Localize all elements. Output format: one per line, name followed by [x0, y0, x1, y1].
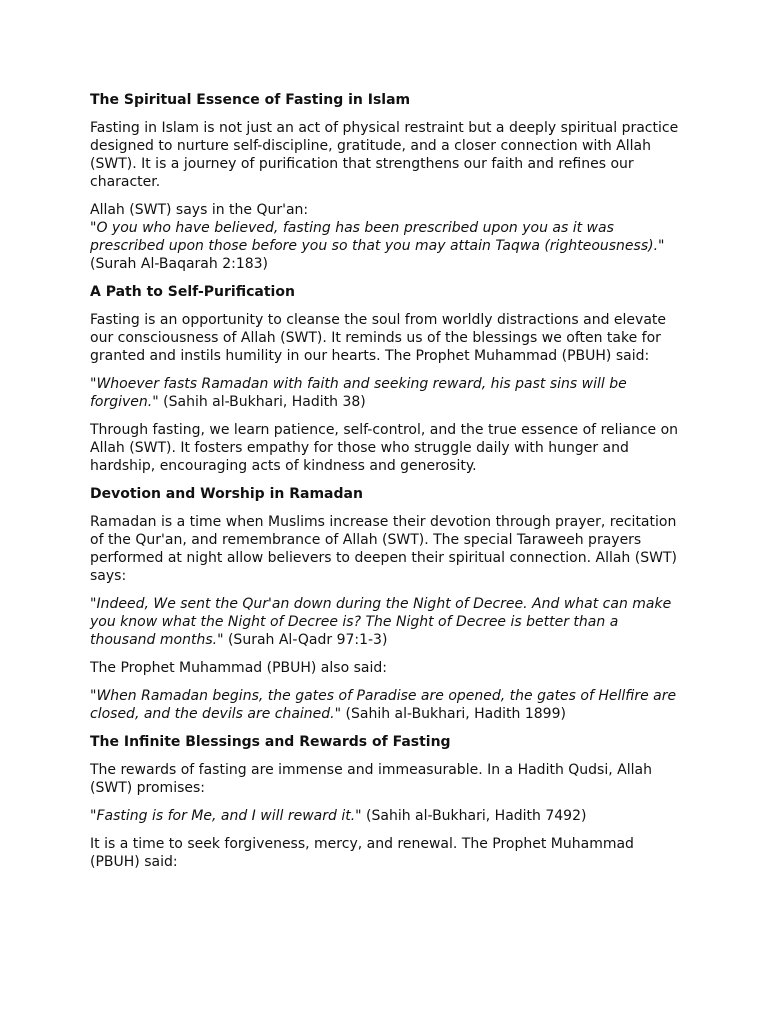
- section-heading-blessings: The Infinite Blessings and Rewards of Fasting: [90, 734, 451, 750]
- qadr-quote-block: "Indeed, We sent the Qur'an down during the Night of Decree. And what can make you know what the Night of Decree is? The Night of Decree is better than a thousand months." (Surah Al-Qadr 97:1-3): [90, 596, 672, 648]
- blessings-paragraph: The rewards of fasting are immense and immeasurable. In a Hadith Qudsi, Allah (SWT) promises:: [90, 762, 652, 796]
- hadith-quote: Whoever fasts Ramadan with faith and seeking reward, his past sins will be forgiven.: [90, 376, 627, 410]
- document-title: The Spiritual Essence of Fasting in Islam: [90, 92, 411, 108]
- devotion-paragraph: Ramadan is a time when Muslims increase their devotion through prayer, recitation of the Qur'an, and remembrance of Allah (SWT). The special Taraweeh prayers performed at night allow believers to deepen their spiritual connection. Allah (SWT) says:: [90, 514, 677, 584]
- patience-paragraph: Through fasting, we learn patience, self-control, and the true essence of reliance on Allah (SWT). It fosters empathy for those who struggle daily with hunger and hardship, encouraging acts of kindness and generosity.: [90, 422, 679, 474]
- qadr-quote: Indeed, We sent the Qur'an down during the Night of Decree. And what can make you know what the Night of Decree is? The Night of Decree is better than a thousand months.: [90, 596, 672, 648]
- hadith-reference: (Sahih al-Bukhari, Hadith 38): [163, 394, 366, 410]
- ramadan-gates-quote: When Ramadan begins, the gates of Paradise are opened, the gates of Hellfire are closed, and the devils are chained.: [90, 688, 677, 722]
- qudsi-quote-block: "Fasting is for Me, and I will reward it." (Sahih al-Bukhari, Hadith 7492): [90, 808, 587, 824]
- qudsi-quote: Fasting is for Me, and I will reward it.: [96, 808, 356, 824]
- prophet-also-said: The Prophet Muhammad (PBUH) also said:: [90, 660, 387, 676]
- quran-reference: (Surah Al-Baqarah 2:183): [90, 256, 269, 272]
- self-purification-paragraph: Fasting is an opportunity to cleanse the soul from worldly distractions and elevate our consciousness of Allah (SWT). It reminds us of the blessings we often take for granted and instils humility in our hearts. The Prophet Muhammad (PBUH) said:: [90, 312, 667, 364]
- ramadan-gates-quote-block: "When Ramadan begins, the gates of Paradise are opened, the gates of Hellfire are closed, and the devils are chained." (Sahih al-Bukhari, Hadith 1899): [90, 688, 677, 722]
- forgiveness-paragraph: It is a time to seek forgiveness, mercy, and renewal. The Prophet Muhammad (PBUH) said:: [90, 836, 634, 870]
- hadith-quote-block: "Whoever fasts Ramadan with faith and seeking reward, his past sins will be forgiven." (Sahih al-Bukhari, Hadith 38): [90, 376, 627, 410]
- section-heading-self-purification: A Path to Self-Purification: [90, 284, 295, 300]
- ramadan-gates-reference: (Sahih al-Bukhari, Hadith 1899): [345, 706, 566, 722]
- qadr-reference: (Surah Al-Qadr 97:1-3): [227, 632, 388, 648]
- document-body: [90, 91, 680, 881]
- section-heading-devotion: Devotion and Worship in Ramadan: [90, 486, 363, 502]
- quran-block: Allah (SWT) says in the Qur'an: "O you who have believed, fasting has been prescribed upon you as it was prescribed upon those before you so that you may attain Taqwa (righteousness)." (Surah Al-Baqarah 2:183): [90, 201, 680, 273]
- qudsi-reference: (Sahih al-Bukhari, Hadith 7492): [366, 808, 587, 824]
- quran-intro: Allah (SWT) says in the Qur'an:: [90, 202, 309, 218]
- intro-paragraph: Fasting in Islam is not just an act of physical restraint but a deeply spiritual practice designed to nurture self-discipline, gratitude, and a closer connection with Allah (SWT). It is a journey of purification that strengthens our faith and refines our character.: [90, 120, 679, 190]
- quran-quote: O you who have believed, fasting has been prescribed upon you as it was prescribed upon those before you so that you may attain Taqwa (righteousness).: [90, 220, 659, 254]
